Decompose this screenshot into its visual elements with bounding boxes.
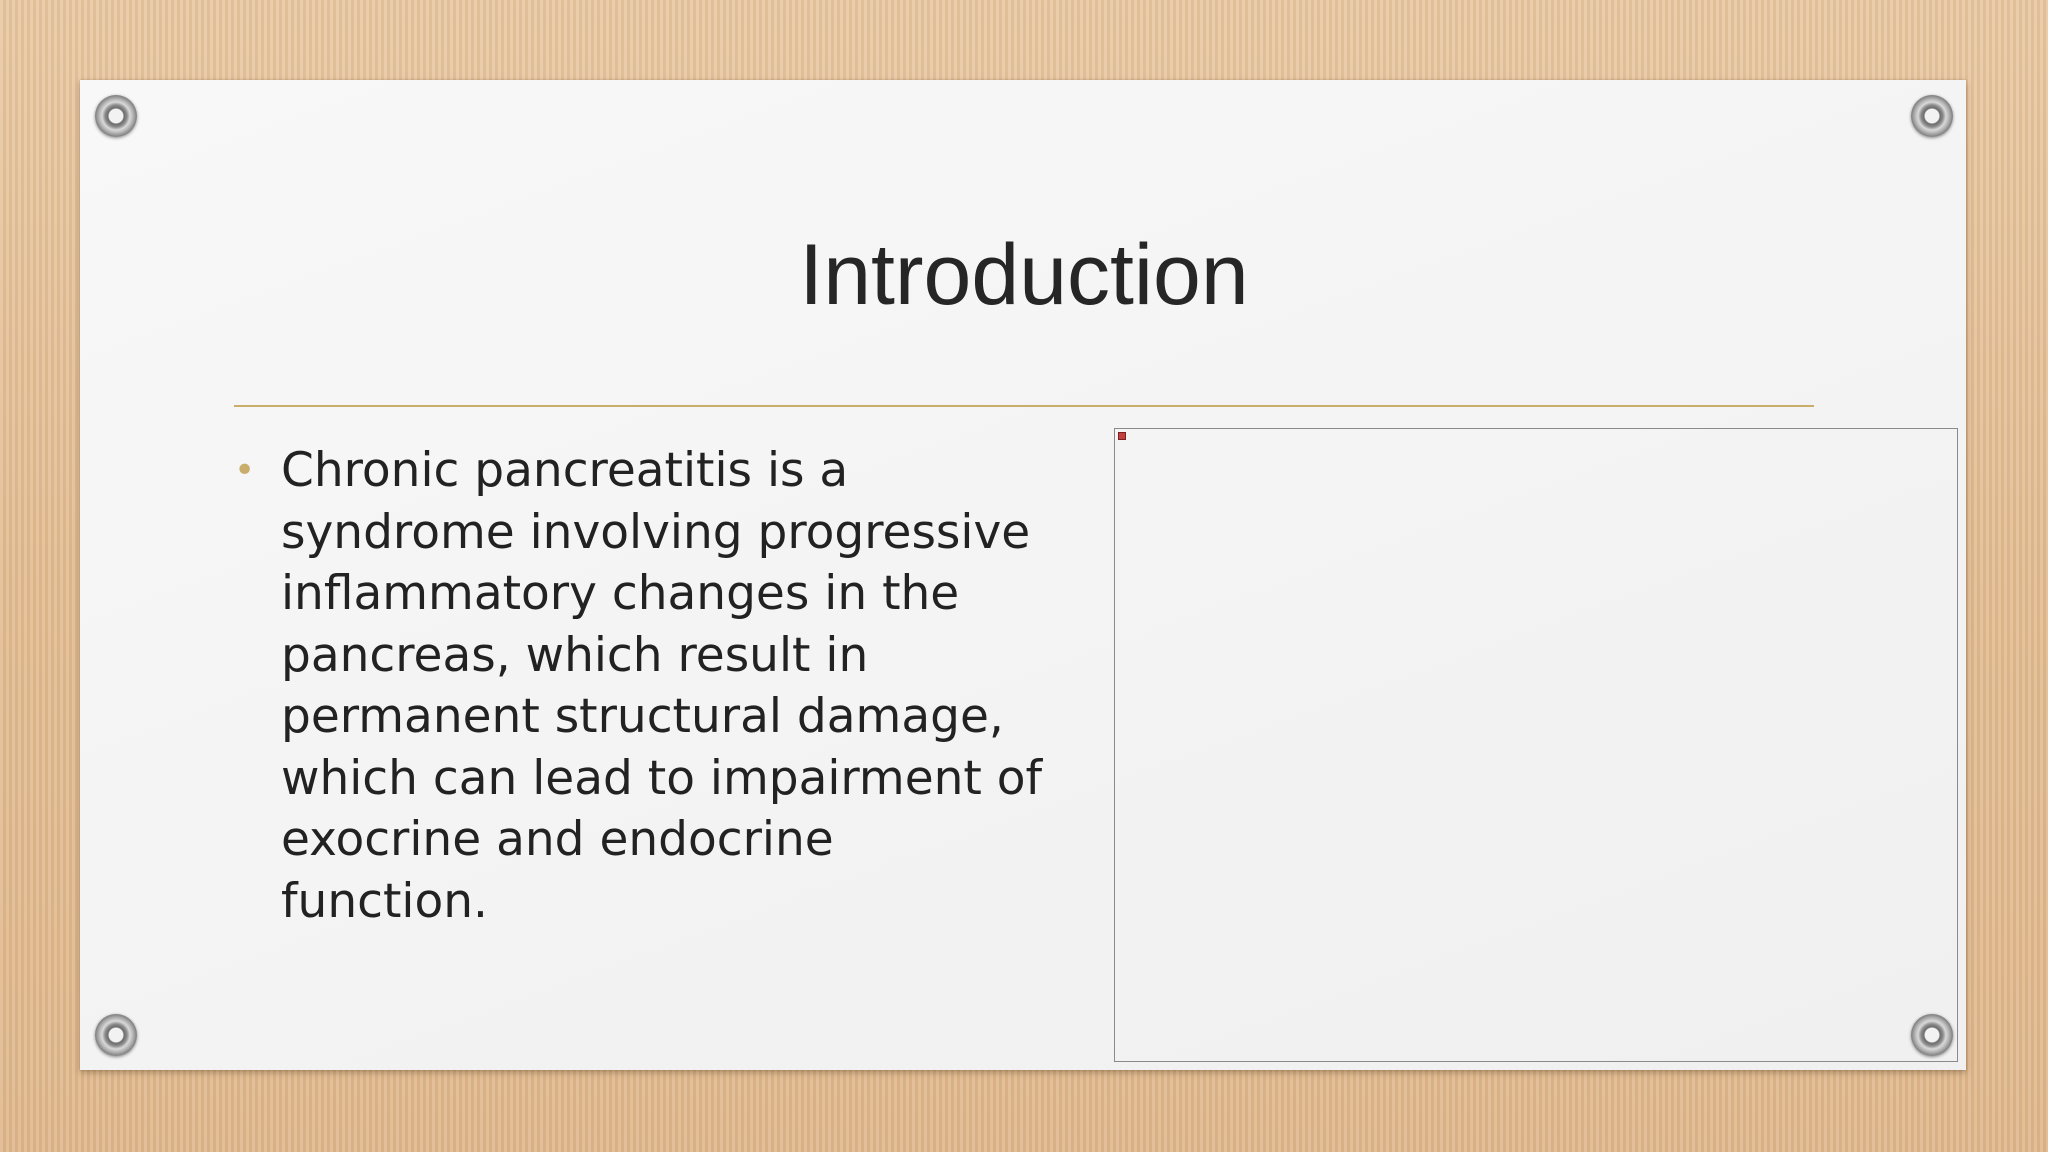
bullet-text: Chronic pancreatitis is a syndrome involving progressive inflammatory changes in the pancreas, which result in permanent structural damage, which can lead to impairment of exocrine and endocrine function. <box>281 443 1043 929</box>
bullet-icon: • <box>234 450 256 491</box>
title-divider <box>234 405 1814 407</box>
slide-title: Introduction <box>799 227 1249 323</box>
image-placeholder <box>1114 428 1958 1062</box>
grommet-icon <box>95 1014 137 1056</box>
grommet-icon <box>95 95 137 137</box>
broken-image-icon <box>1118 432 1126 440</box>
grommet-icon <box>1911 95 1953 137</box>
